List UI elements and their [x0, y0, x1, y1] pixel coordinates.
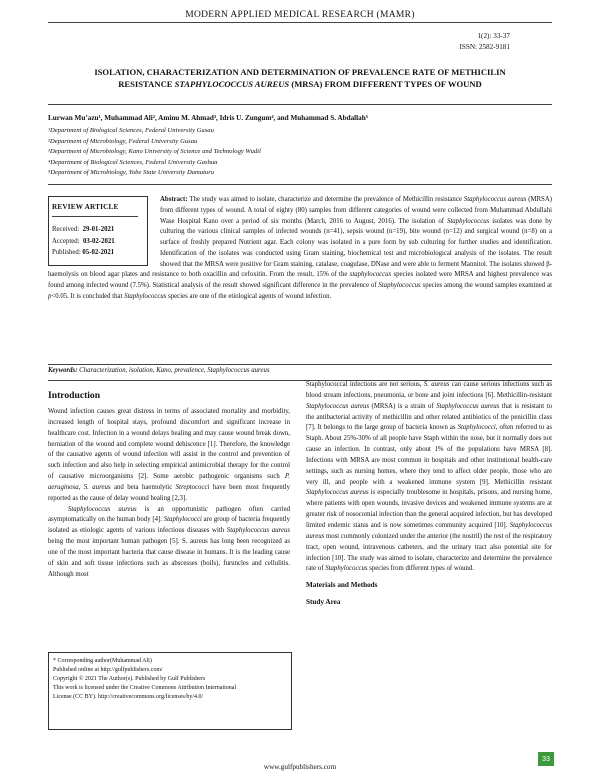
- body-text: , often referred to as Staph. About 25%-30% of all people have Staph within the nose, but it normally does not cause an infection. In contrast, only about 1% of the populations have MRSA [8]. Infections with MRSA are most common in hospitals and other institutional health-care settings, such as nursing homes, where they tend to affect older people, those who are very ill, and people with a weakened immune system [9]. Methicillin resistant: [306, 424, 552, 486]
- license-link[interactable]: License (CC BY). http://creativecommons.org/licenses/by/4.0/: [53, 694, 204, 701]
- body-text: is an opportunistic pathogen often carried asymptomatically on the human body [4].: [48, 505, 290, 524]
- paragraph: [48, 407, 290, 505]
- title-part: (MRSA) FROM DIFFERENT TYPES OF WOUND: [289, 79, 482, 89]
- affiliations: [48, 126, 552, 179]
- divider: [48, 184, 552, 185]
- abstract-label: Abstract:: [160, 196, 188, 203]
- header-divider: [48, 22, 552, 23]
- abstract: [48, 195, 552, 303]
- affiliation: ⁵Department of Microbiology, Yobe State University Damaturu: [48, 169, 215, 177]
- abstract-italic: Staphylococcus: [124, 292, 167, 300]
- body-text: can cause serious infections such as blood stream infections, pneumonia, or bone and joint infections [6]. Methicillin-resistant: [306, 381, 552, 399]
- body-text: (MRSA) is a strain of: [369, 402, 437, 410]
- abstract-italic: Staphylococcus: [447, 217, 490, 225]
- body-text: being the most important human pathogen [5]. S. aureus has long been recognized as one of the most important bacteria that cause disease in humans. It is the leading cause of skin and soft tissue infections such as abscesses (boils), furuncles and cellulitis. Although most: [48, 538, 290, 578]
- affiliation: ³Department of Microbiology, Kano University of Science and Technology Wudil: [48, 148, 261, 156]
- abstract-text: <0.05. It is concluded that: [51, 292, 125, 300]
- keywords-text: Characterization, isolation, Kano, prevalence, Staphylococcus aureus: [77, 367, 270, 374]
- body-text: and beta haemolytic: [110, 483, 176, 491]
- body-text: Staphylococcal infections are not serious,: [306, 381, 424, 388]
- title-line-1: ISOLATION, CHARACTERIZATION AND DETERMINATION OF PREVALENCE RATE OF METHICILIN: [94, 67, 506, 77]
- body-italic: Staphylococcus aureus: [306, 489, 369, 497]
- body-text: that is resistant to the antibacterial activity of methicillin and other related antibiotics of the penicillin class [7]. It belongs to the large group of bacteria known as: [306, 402, 552, 432]
- accepted-label: Accepted:: [52, 237, 80, 245]
- page-number: 33: [538, 752, 554, 766]
- abstract-text: species isolated were MRSA and highest prevalence was found among infected wound (7.5%). Statistical analysis of the result showed significant difference in the prevalence of: [48, 271, 552, 289]
- body-italic: Staphylococcus aureus: [436, 402, 500, 410]
- abstract-italic: staphylococcus: [349, 271, 392, 279]
- abstract-text: species among the wound samples examined at: [420, 282, 552, 289]
- abstract-text: (MRSA) from different types of wound. A total of eighty (80) samples from different categories of wound were collected from Muhammad Abdullahi Wase Hospital Kano over a period of six months (March, 2016 to August, 2016). The isolation of: [160, 196, 552, 225]
- review-article-heading: REVIEW ARTICLE: [52, 203, 119, 211]
- abstract-text: The study was aimed to isolate, characterize and determine the prevalence of Methicillin resistance: [187, 196, 464, 203]
- abstract-italic: Staphylococcus aureus: [463, 196, 527, 203]
- affiliation: ¹Department of Biological Sciences, Federal University Gusau: [48, 127, 214, 134]
- license-text: This work is licensed under the Creative Commons Attribution International: [53, 685, 237, 692]
- affiliation: ²Department of Microbiology, Federal University Gusau: [48, 137, 198, 145]
- accepted-value: 03-02-2021: [82, 237, 115, 245]
- body-italic: P. aeruginosa, S. aureus: [48, 473, 290, 491]
- body-italic: Streptococci: [175, 483, 210, 491]
- author-notes: [53, 657, 287, 702]
- body-italic: S. aureus: [423, 381, 450, 388]
- abstract-italic: p: [48, 292, 52, 300]
- body-italic: Staphylococcus aureus: [306, 521, 552, 540]
- paragraph: [48, 505, 290, 581]
- body-italic: Staphylococcus: [325, 565, 368, 573]
- body-text: Wound infection causes great distress in terms of associated mortality and morbidity, increased length of hospital stays, profound discomfort and significant increase in healthcare cost. Infection in a wound delays healing and may cause wound break down, herniation of the wound and complete wound dehiscence [1]. Therefore, the knowledge of the causative agents of wound infection will assist in the control and prevention of such infection and also help in selecting empirical antimicrobial therapy for the control of causative microorganisms [2]. Some aerobic pathogenic organisms such: [48, 408, 290, 481]
- body-italic: Staphylococcus aureus: [68, 505, 137, 513]
- paragraph: [306, 380, 552, 575]
- introduction-heading: Introduction: [48, 390, 101, 401]
- journal-name: MODERN APPLIED MEDICAL RESEARCH (MAMR): [185, 10, 415, 20]
- body-text: most commonly colonized under the anterior (the nostril) the rest of the respiratory tract, open wound, intravenous catheters, and the urinary tract also potential site for infection [10]. The study was aimed to isolate, characterize and determine the prevalence rate of: [306, 532, 552, 573]
- body-text: species from different types of wound.: [367, 565, 475, 573]
- column-left: [48, 407, 290, 581]
- materials-methods-heading: Materials and Methods: [306, 581, 378, 590]
- affiliation: ⁴Department of Biological Sciences, Federal University Gashua: [48, 158, 218, 166]
- keywords-label: Keywords:: [48, 367, 78, 374]
- title-organism: STAPHYLOCOCCUS AUREUS: [174, 79, 290, 89]
- received-label: Received:: [52, 226, 80, 233]
- body-italic: Staphylococci: [457, 424, 496, 432]
- keywords: [48, 367, 552, 374]
- body-italic: Staphylococcus aureus: [226, 527, 290, 535]
- body-italic: Staphylococcus aureus: [306, 402, 370, 410]
- copyright: Copyright © 2021 The Author(s). Published by Gulf Publishers: [53, 676, 206, 683]
- study-area-heading: Study Area: [306, 598, 341, 607]
- body-italic: Staphylococci: [163, 516, 202, 524]
- body-text: is especially troublesome in hospitals, prisons, and nursing home, where patients with open wounds, invasive devices and weakened immune systems are at greater risk of nosocomial infection than the general acquired infection, but has developed limited endemic status and is now sometimes community acquired [10].: [306, 489, 552, 529]
- divider: [48, 104, 552, 105]
- corresponding-author: * Corresponding author(Muhammad Ali): [53, 658, 152, 664]
- divider: [48, 364, 552, 365]
- received-value: 29-01-2021: [82, 226, 115, 233]
- article-title: [48, 66, 552, 90]
- volume-info: [400, 31, 510, 53]
- title-line-2: [48, 78, 552, 90]
- issn: ISSN: 2582-9181: [459, 43, 510, 51]
- published-value: 05-02-2021: [82, 249, 115, 256]
- body-text: are group of bacteria frequently isolated as etiologic agents of various infectious diseases with: [48, 516, 290, 535]
- footer-url[interactable]: www.gulfpublishers.com: [263, 763, 337, 771]
- abstract-text: species are one of the etiological agents of wound infection.: [166, 292, 332, 300]
- column-right: [306, 380, 552, 609]
- volume-issue: 1(2): 33-37: [477, 32, 510, 40]
- published-online: Published online at http://gulfpublishers.com/: [53, 667, 163, 674]
- abstract-text: isolates was done by culturing the various clinical samples of infected wounds (n=41), sepsis wound (n=19), bite wound (n=12) and surgical wound (n=8) on a surface of freshly prepared Nutrient agar. Each colony was isolated in a pure form by sub culturing for further studies and identification. Identification of the isolates was conducted using Gram staining, biochemical test and microbiological analysis of the isolates. The result showed that the MRSA were positive for Gram staining, catalase, coagulase, DNase and were able to ferment Mannitol. The isolates showed β-haemolysis on blood agar plates and resistance to both oxacillin and cefoxitin. From the result, 15% of the: [48, 217, 553, 279]
- title-part: RESISTANCE: [118, 79, 175, 89]
- abstract-italic: Staphylococcus: [378, 282, 421, 289]
- author-list: Lurwan Mu’azu¹, Muhammad Ali², Aminu M. Ahmad³, Idris U. Zungum⁴, and Muhammad S. Abdallah⁵: [48, 114, 368, 122]
- published-label: Published:: [52, 249, 81, 256]
- body-text: have been most frequently reported as the cause of delay wound healing [2,3].: [48, 483, 290, 502]
